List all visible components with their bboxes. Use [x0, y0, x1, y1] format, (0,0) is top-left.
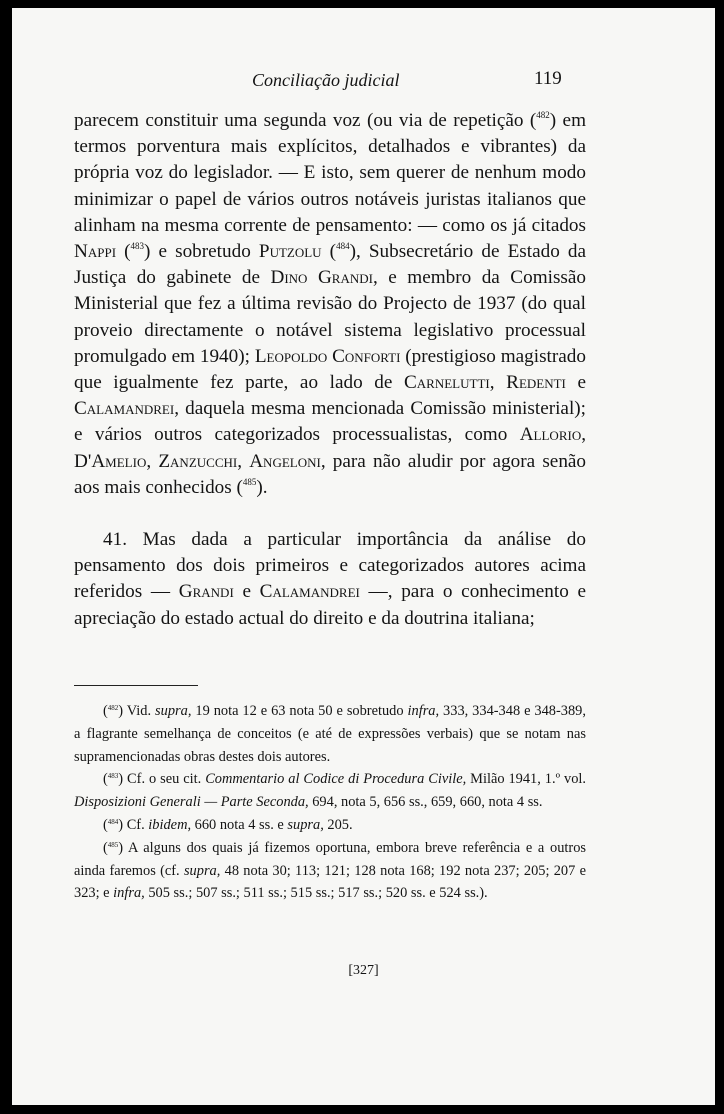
author-name: Grandi	[178, 581, 234, 603]
text-run: , para não aludir por agora senão aos mais conhecidos (	[74, 450, 587, 498]
author-name: Dino Grandi	[270, 267, 373, 289]
text-run: (	[116, 241, 131, 263]
footnote-ref-482: 482	[536, 110, 550, 120]
text-run: 333, 334-348 e 348-389, a flagrante semelhança de conceitos (e até de expressões verbais) que se notam nas supramencionadas obras destes dois autores.	[74, 703, 586, 765]
text-run: 205.	[323, 816, 353, 833]
footnote-marker: ($^{484}$)	[103, 816, 124, 833]
book-page	[12, 8, 715, 1105]
main-text	[74, 108, 586, 632]
text-run: supra,	[287, 816, 324, 833]
text-run: Disposizioni Generali — Parte Seconda,	[74, 794, 309, 811]
text-run: (	[321, 241, 337, 263]
text-run: Cf.	[126, 816, 149, 833]
page-header	[12, 68, 715, 98]
text-run: 48 nota 30; 113; 121; 128 nota 168; 192 nota 237; 205; 207 e 323; e	[74, 862, 587, 902]
footnote-number: 482	[107, 704, 119, 712]
author-name: Leopoldo Conforti	[254, 345, 401, 367]
text-run: ), Subsecretário de Estado da Justiça do gabinete de	[74, 241, 586, 289]
text-run: supra,	[183, 862, 221, 879]
text-run: infra,	[407, 703, 440, 719]
author-name: Zanzucchi	[158, 450, 238, 472]
text-run: ) e sobretudo	[144, 241, 259, 263]
text-run: ) em termos porventura mais explícitos, detalhados e vibrantes) da própria voz do legislador. — E isto, sem querer de nenhum modo minimizar o papel de vários outros notáveis juristas italianos que alinham na mesma corrente de pensamento: — como os já citados	[74, 110, 586, 236]
footnote-ref-485: 485	[242, 476, 257, 487]
footnote-ref-483: 483	[130, 241, 145, 252]
footnote-484	[74, 814, 586, 837]
footnote-483	[74, 768, 586, 814]
text-run: ).	[256, 476, 268, 498]
author-name: Putzolu	[258, 241, 322, 263]
author-name: Redenti	[506, 372, 566, 394]
text-run: Cf. o seu cit.	[127, 771, 206, 788]
text-run: parecem constituir uma segunda voz (ou via de repetição (	[74, 110, 537, 131]
footnote-number: 483	[107, 772, 119, 781]
text-run: ,	[146, 450, 159, 472]
footnote-482	[74, 700, 586, 768]
footnote-marker: ($^{482}$)	[103, 703, 124, 719]
text-run: ,	[489, 372, 507, 394]
text-run: , daquela mesma mencionada Comissão ministerial); e vários outros categorizados processualistas, como	[74, 398, 586, 446]
paragraph-41	[74, 527, 586, 632]
text-run: e	[233, 581, 260, 603]
text-run: Milão 1941, 1.º vol.	[466, 771, 586, 788]
text-run: , e membro da Comissão Ministerial que fez a última revisão do Projecto de 1937 (do qual proveio directamente o notável sistema legislativo processual promulgado em 1940);	[74, 267, 586, 367]
author-name: Angeloni	[249, 450, 321, 472]
running-title: Conciliação judicial	[252, 70, 400, 90]
text-run: 505 ss.; 507 ss.; 511 ss.; 515 ss.; 517 ss.; 520 ss. e 524 ss.).	[144, 885, 488, 902]
footnote-ref-484: 484	[336, 241, 350, 252]
author-name: Carnelutti	[404, 372, 490, 394]
text-run: infra,	[113, 885, 145, 902]
text-run: (prestigioso magistrado que igualmente fez parte, ao lado de	[74, 345, 586, 394]
footnote-number: 484	[107, 817, 119, 826]
author-name: Calamandrei	[74, 398, 175, 420]
footnote-marker: ($^{485}$)	[103, 839, 124, 856]
text-run: ,	[581, 424, 586, 446]
author-name: D'Amelio	[74, 450, 147, 472]
text-run: supra,	[155, 703, 192, 719]
text-run: —, para o conhecimento e apreciação do estado actual do direito e da doutrina italiana;	[74, 581, 587, 629]
text-run: A alguns dos quais já fizemos oportuna, embora breve referência e a outros ainda faremos (cf.	[74, 839, 586, 879]
text-run: 41. Mas dada a particular importância da análise do pensamento dos dois primeiros e categorizados autores acima referidos —	[74, 529, 586, 603]
text-run: ibidem,	[148, 816, 192, 833]
text-run: 19 nota 12 e 63 nota 50 e sobretudo	[191, 703, 408, 719]
author-name: Nappi	[74, 241, 117, 263]
footnote-marker: ($^{483}$)	[103, 771, 124, 788]
author-name: Calamandrei	[259, 581, 360, 603]
footnotes	[74, 700, 586, 905]
text-run: 694, nota 5, 656 ss., 659, 660, nota 4 ss.	[308, 794, 543, 811]
folio-number: [327]	[348, 963, 379, 978]
author-name: Allorio	[519, 424, 582, 446]
page-number: 119	[534, 68, 562, 89]
footnote-485	[74, 837, 586, 905]
text-run: Vid.	[126, 703, 156, 719]
footnote-divider	[74, 685, 198, 686]
paragraph-1	[74, 108, 586, 501]
footnote-number: 485	[107, 840, 119, 849]
text-run: e	[565, 372, 586, 394]
text-run: ,	[237, 450, 250, 472]
text-run: Commentario al Codice di Procedura Civile,	[205, 771, 467, 788]
text-run: 660 nota 4 ss. e	[191, 816, 288, 833]
